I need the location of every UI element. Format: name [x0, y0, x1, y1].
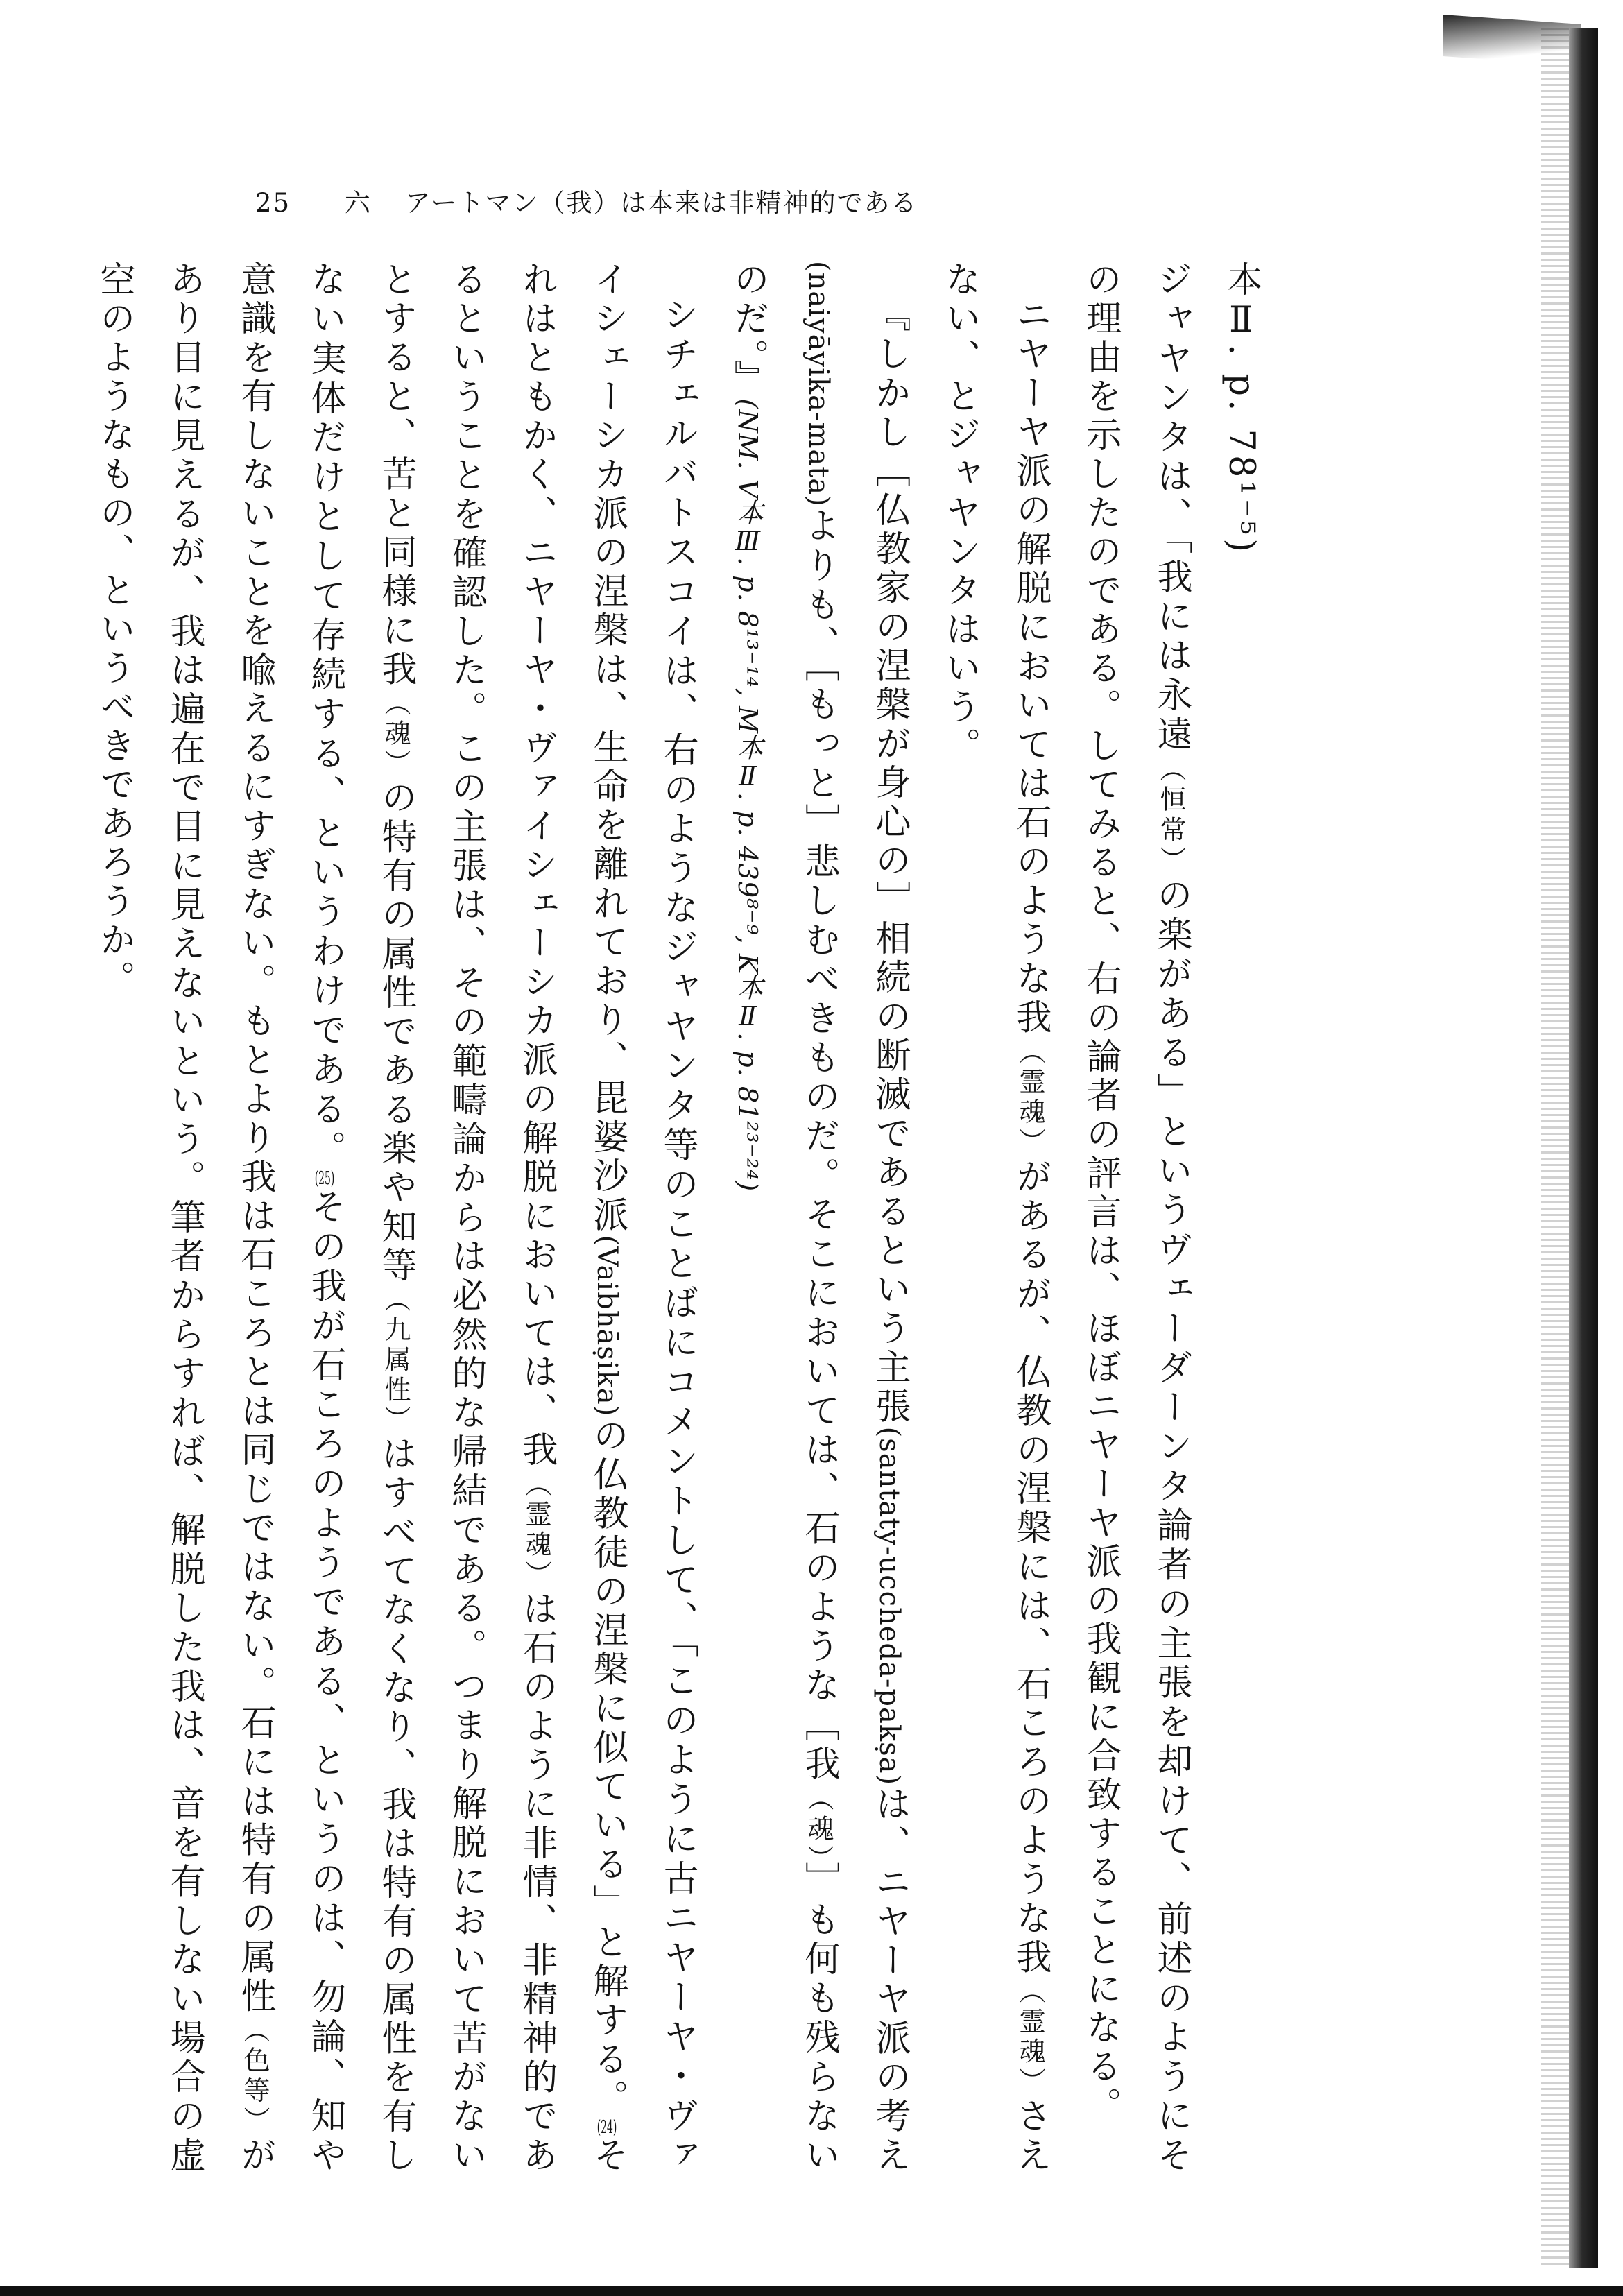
- text-run: よりも、［もっと］悲しむべきものだ。そこにおいては、石のような［我: [798, 506, 839, 1785]
- footnote-marker: (25): [314, 1170, 335, 1188]
- gloss: （恒常）: [1156, 755, 1186, 877]
- text-run: 『しかし［仏教家の涅槃が身心の］相続の断滅であるという主張: [869, 296, 910, 1427]
- text-run: ］も何も残らないのだ。』: [728, 261, 839, 2175]
- sanskrit-term: (naiyāyika-mata): [802, 261, 834, 507]
- paragraph-citation-tail: [1206, 261, 1276, 2175]
- text-run: ジャヤンタは、「我には永遠: [1151, 261, 1192, 755]
- gloss: （霊魂）: [1015, 1038, 1045, 1158]
- citation-tail: 本Ⅱ. p. 78¹⁻⁵): [1221, 261, 1262, 556]
- sanskrit-term: (Vaibhāṣika): [591, 1235, 623, 1417]
- paragraph-2: [925, 261, 1065, 2175]
- text-run: の仏教徒の涅槃に似ている」と解する。: [587, 1416, 628, 2118]
- text-run: ニヤーヤ派の解脱においては石のような我: [1010, 296, 1051, 1038]
- body-text: [94, 261, 1276, 2176]
- scan-shadow-spine: [1569, 28, 1598, 2268]
- gloss: （霊魂）: [1015, 1977, 1045, 2098]
- text-run: は石のように非情、非精神的であるということを確認した。この主張は、その範疇論からは必然的な帰結である。つまり解脱において苦がないとすると、苦と同様に我: [375, 261, 557, 2176]
- chapter-number: 六: [344, 188, 372, 218]
- source-reference: (NM. V本Ⅲ. p. 8¹³⁻¹⁴, M本Ⅱ. p. 439⁸⁻⁹, K本Ⅱ. p. 81²³⁻²⁴): [732, 398, 763, 1192]
- gloss: （霊魂）: [521, 1470, 551, 1591]
- paragraph-3: [79, 261, 712, 2175]
- sanskrit-term: (santaty-uccheda-pakṣa): [873, 1426, 905, 1786]
- gloss: （魂）: [803, 1784, 834, 1862]
- gloss: （九属性）: [380, 1285, 411, 1436]
- chapter-title: アートマン（我）は本来は非精神的である: [404, 188, 918, 218]
- text-run: の楽がある」というヴェーダーンタ論者の主張を却けて、前述のようにその理由を示したのである。してみると、右の論者の評言は、ほぼニヤーヤ派の我観に合致することになる。: [1080, 261, 1192, 2176]
- text-run: はすべてなくなり、我は特有の属性を有しない実体だけとして存続する、というわけである。: [304, 261, 416, 2176]
- scan-shadow-bottom: [0, 2286, 1623, 2296]
- gloss: （色等）: [239, 2016, 270, 2137]
- gloss: （魂）: [380, 689, 411, 780]
- text-run: があり目に見えるが、我は遍在で目に見えないという。筆者からすれば、解脱した我は、音を有しない場合の虚空のようなもの、というべきであろうか。: [94, 261, 275, 2176]
- text-run: の特有の属性である楽や知等: [375, 779, 416, 1286]
- running-head: [255, 182, 918, 219]
- text-run: は、ニヤーヤ派の考え: [869, 1785, 910, 2176]
- paragraph-quotation: [712, 261, 925, 2175]
- text-run: それはともかく、ニヤーヤ・ヴァイシェーシカ派の解脱においては、我: [516, 261, 628, 2175]
- footnote-marker: (24): [596, 2118, 617, 2136]
- text-run: さえない、とジャヤンタはいう。: [939, 261, 1051, 2176]
- paragraph-1: [1065, 261, 1206, 2175]
- text-run: その我が石ころのようである、というのは、勿論、知や意識を有しないことを喩えるにすぎない。もとより我は石ころとは同じではない。石には特有の属性: [234, 261, 345, 2175]
- text-run: シチェルバトスコイは、右のようなジャヤンタ等のことばにコメントして、「このように古ニヤーヤ・ヴァイシェーシカ派の涅槃は、生命を離れており、毘婆沙派: [587, 261, 698, 2175]
- text-run: があるが、仏教の涅槃には、石ころのような我: [1010, 1158, 1051, 1978]
- page-number: 25: [255, 188, 291, 218]
